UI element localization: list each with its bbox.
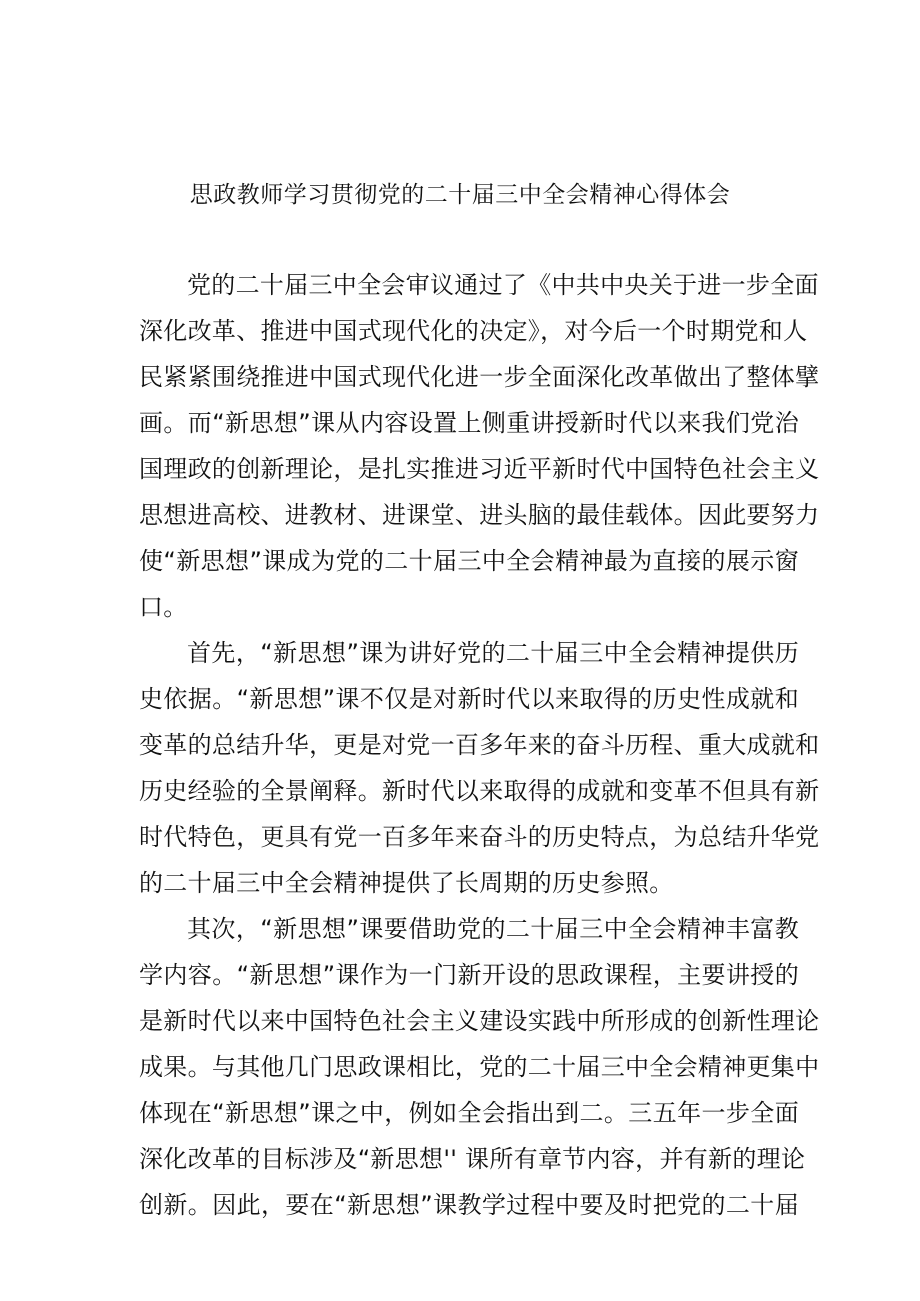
paragraph-2-line-5: 时代特色，更具有党一百多年来奋斗的历史特点，为总结升华党 [139,823,820,851]
paragraph-3-line-6: 深化改革的目标涉及“新思想'' 课所有章节内容，并有新的理论 [139,1145,806,1173]
paragraph-3-line-3: 是新时代以来中国特色社会主义建设实践中所形成的创新性理论 [139,1007,820,1035]
paragraph-2-line-4: 历史经验的全景阐释。新时代以来取得的成就和变革不但具有新 [139,777,820,805]
paragraph-1-line-1: 党的二十届三中全会审议通过了《中共中央关于进一步全面 [187,271,819,299]
paragraph-1-line-3: 民紧紧围绕推进中国式现代化进一步全面深化改革做出了整体擘 [139,363,820,391]
document-title: 思政教师学习贯彻党的二十届三中全会精神心得体会 [189,182,731,208]
paragraph-3-line-7: 创新。因此，要在“新思想”课教学过程中要及时把党的二十届 [139,1191,799,1219]
paragraph-1-line-8: 口。 [139,593,188,621]
paragraph-3-line-2: 学内容。“新思想”课作为一门新开设的思政课程，主要讲授的 [139,961,799,989]
paragraph-1-line-4: 画。而“新思想”课从内容设置上侧重讲授新时代以来我们党治 [139,409,799,437]
paragraph-3-line-5: 体现在“新思想”课之中，例如全会指出到二。三五年一步全面 [139,1099,799,1127]
paragraph-2-line-6: 的二十届三中全会精神提供了长周期的历史参照。 [139,869,674,897]
paragraph-1-line-5: 国理政的创新理论，是扎实推进习近平新时代中国特色社会主义 [139,455,820,483]
paragraph-1-line-7: 使“新思想”课成为党的二十届三中全会精神最为直接的展示窗 [139,547,799,575]
paragraph-2-line-3: 变革的总结升华，更是对党一百多年来的奋斗历程、重大成就和 [139,731,820,759]
paragraph-1-line-6: 思想进高校、进教材、进课堂、进头脑的最佳载体。因此要努力 [139,501,820,529]
paragraph-3-line-4: 成果。与其他几门思政课相比，党的二十届三中全会精神更集中 [139,1053,820,1081]
paragraph-3-line-1: 其次，“新思想”课要借助党的二十届三中全会精神丰富教 [187,915,799,943]
paragraph-2-line-2: 史依据。“新思想”课不仅是对新时代以来取得的历史性成就和 [139,685,799,713]
paragraph-2-line-1: 首先，“新思想”课为讲好党的二十届三中全会精神提供历 [187,639,799,667]
paragraph-1-line-2: 深化改革、推进中国式现代化的决定》，对今后一个时期党和人 [139,317,808,345]
